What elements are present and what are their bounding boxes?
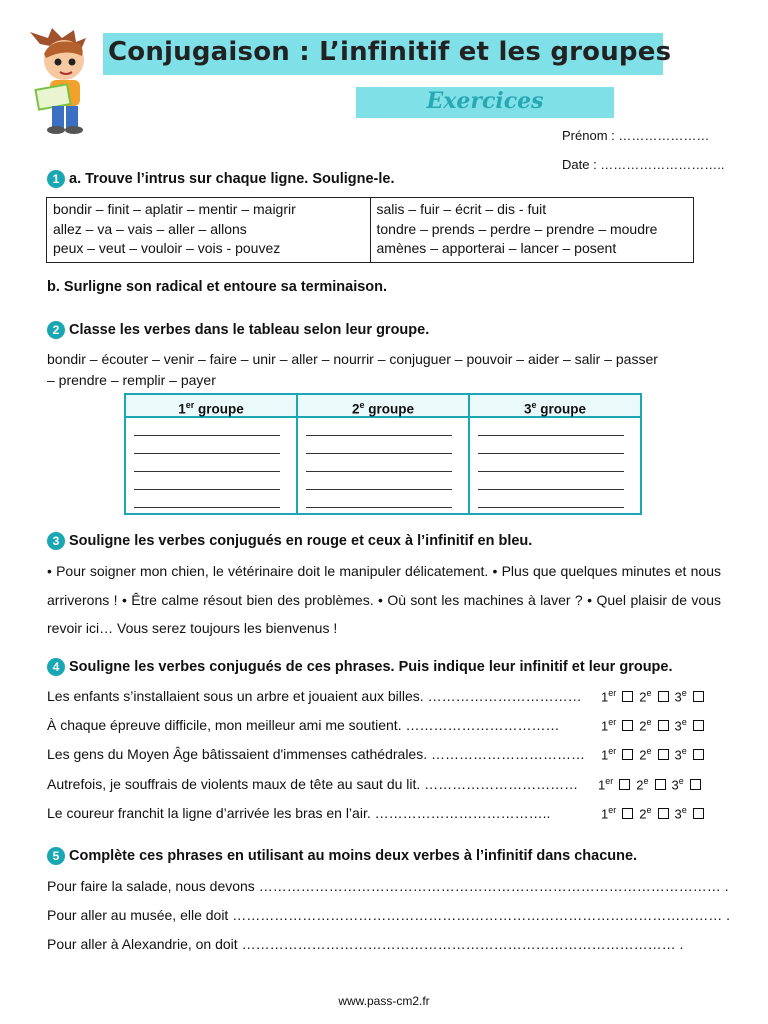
ex3-instruction xyxy=(47,532,532,550)
groups-table xyxy=(124,393,642,515)
ex3-instruction-text: Souligne les verbes conjugués en rouge et ceux à l’infinitif en bleu. xyxy=(69,532,533,549)
answer-line[interactable] xyxy=(134,434,280,436)
checkbox-3e[interactable] xyxy=(690,779,701,790)
ex2-number: 2 xyxy=(47,321,65,339)
ex2-instruction-text: Classe les verbes dans le tableau selon leur groupe. xyxy=(69,321,430,338)
ex1-instruction-a xyxy=(47,170,395,188)
group-header-2: 2e groupe xyxy=(298,395,468,418)
ex1-left-column xyxy=(47,198,370,262)
checkbox-2e[interactable] xyxy=(658,749,669,760)
group-choices: 1er 2e 3e xyxy=(598,776,707,792)
checkbox-3e[interactable] xyxy=(693,749,704,760)
answer-line[interactable] xyxy=(306,434,452,436)
answer-line[interactable] xyxy=(478,488,624,490)
checkbox-1er[interactable] xyxy=(619,779,630,790)
answer-line[interactable] xyxy=(478,506,624,508)
ex4-sentence-5[interactable]: Le coureur franchit la ligne d’arrivée les bras en l’air. ……………………………….. xyxy=(47,805,551,821)
ex3-number: 3 xyxy=(47,532,65,550)
checkbox-1er[interactable] xyxy=(622,808,633,819)
answer-line[interactable] xyxy=(134,470,280,472)
group-column-3 xyxy=(468,395,640,513)
answer-line[interactable] xyxy=(306,506,452,508)
page-subtitle: Exercices xyxy=(426,88,544,114)
ex4-sentence-4[interactable]: Autrefois, je souffrais de violents maux de tête au saut du lit. …………………………… xyxy=(47,776,579,792)
answer-line[interactable] xyxy=(478,452,624,454)
checkbox-1er[interactable] xyxy=(622,749,633,760)
ex5-sentence-1[interactable]: Pour faire la salade, nous devons ……………………………………………………………………………………… . xyxy=(47,878,729,894)
ex5-number: 5 xyxy=(47,847,65,865)
checkbox-2e[interactable] xyxy=(658,720,669,731)
ex2-instruction xyxy=(47,321,429,339)
prenom-field[interactable]: Prénom : ………………… xyxy=(562,128,710,143)
group-header-3: 3e groupe xyxy=(470,395,640,418)
checkbox-1er[interactable] xyxy=(622,691,633,702)
ex5-sentence-2[interactable]: Pour aller au musée, elle doit …………………………………………………………………………………………… . xyxy=(47,907,730,923)
date-field[interactable]: Date : ……………………….. xyxy=(562,157,725,172)
list-item[interactable]: amènes – apporterai – lancer – posent xyxy=(376,240,617,256)
answer-line[interactable] xyxy=(134,488,280,490)
group-column-2 xyxy=(296,395,468,513)
page-title: Conjugaison : L’infinitif et les groupes xyxy=(108,37,672,67)
ex1-right-column xyxy=(370,198,694,262)
answer-line[interactable] xyxy=(306,470,452,472)
answer-line[interactable] xyxy=(478,470,624,472)
group-choices: 1er 2e 3e xyxy=(601,805,710,821)
answer-line[interactable] xyxy=(478,434,624,436)
ex1-number: 1 xyxy=(47,170,65,188)
checkbox-2e[interactable] xyxy=(658,808,669,819)
list-item[interactable]: peux – veut – vouloir – vois - pouvez xyxy=(53,240,281,256)
ex1-instruction-a-text: a. Trouve l’intrus sur chaque ligne. Souligne-le. xyxy=(69,170,395,187)
footer-url[interactable]: www.pass-cm2.fr xyxy=(338,994,430,1008)
checkbox-2e[interactable] xyxy=(658,691,669,702)
checkbox-3e[interactable] xyxy=(693,691,704,702)
ex2-verbs-line2: – prendre – remplir – payer xyxy=(47,372,216,388)
ex4-sentence-2[interactable]: À chaque épreuve difficile, mon meilleur ami me soutient. …………………………… xyxy=(47,717,560,733)
ex5-sentence-3[interactable]: Pour aller à Alexandrie, on doit ………………………………………………………………………………… . xyxy=(47,936,684,952)
checkbox-2e[interactable] xyxy=(655,779,666,790)
list-item[interactable]: allez – va – vais – aller – allons xyxy=(53,220,247,237)
group-choices: 1er 2e 3e xyxy=(601,717,710,733)
ex4-sentence-3[interactable]: Les gens du Moyen Âge bâtissaient d'immenses cathédrales. …………………………… xyxy=(47,746,586,762)
ex5-instruction-text: Complète ces phrases en utilisant au moins deux verbes à l’infinitif dans chacune. xyxy=(69,847,638,864)
kid-reading-illustration xyxy=(22,26,104,138)
list-item[interactable]: bondir – finit – aplatir – mentir – maigrir xyxy=(53,201,296,217)
checkbox-3e[interactable] xyxy=(693,808,704,819)
ex4-sentence-1[interactable]: Les enfants s’installaient sous un arbre et jouaient aux billes. …………………………… xyxy=(47,688,582,704)
ex5-instruction xyxy=(47,847,637,865)
ex1-table xyxy=(46,197,694,263)
group-choices: 1er 2e 3e xyxy=(601,688,710,704)
checkbox-3e[interactable] xyxy=(693,720,704,731)
ex3-text[interactable]: • Pour soigner mon chien, le vétérinaire doit le manipuler délicatement. • Plus que quelques minutes et nous arriverons ! • Être calme résout bien des problèmes. • Où sont les machines à laver ? • Quel plaisir de vous revoir ici… Vous serez toujours les bienvenus ! xyxy=(47,563,721,636)
answer-line[interactable] xyxy=(306,488,452,490)
checkbox-1er[interactable] xyxy=(622,720,633,731)
group-choices: 1er 2e 3e xyxy=(601,746,710,762)
ex4-instruction xyxy=(47,658,673,676)
answer-line[interactable] xyxy=(134,452,280,454)
answer-line[interactable] xyxy=(306,452,452,454)
group-column-1 xyxy=(126,395,296,513)
ex1-instruction-b: b. Surligne son radical et entoure sa terminaison. xyxy=(47,279,388,295)
list-item[interactable]: tondre – prends – perdre – prendre – moudre xyxy=(376,220,658,237)
ex4-number: 4 xyxy=(47,658,65,676)
list-item[interactable]: salis – fuir – écrit – dis - fuit xyxy=(376,201,547,217)
ex4-instruction-text: Souligne les verbes conjugués de ces phrases. Puis indique leur infinitif et leur groupe. xyxy=(69,658,673,675)
group-header-1: 1er groupe xyxy=(126,395,296,418)
answer-line[interactable] xyxy=(134,506,280,508)
ex2-verbs-line1: bondir – écouter – venir – faire – unir – aller – nourrir – conjuguer – pouvoir – aider – salir – passer xyxy=(47,351,658,367)
